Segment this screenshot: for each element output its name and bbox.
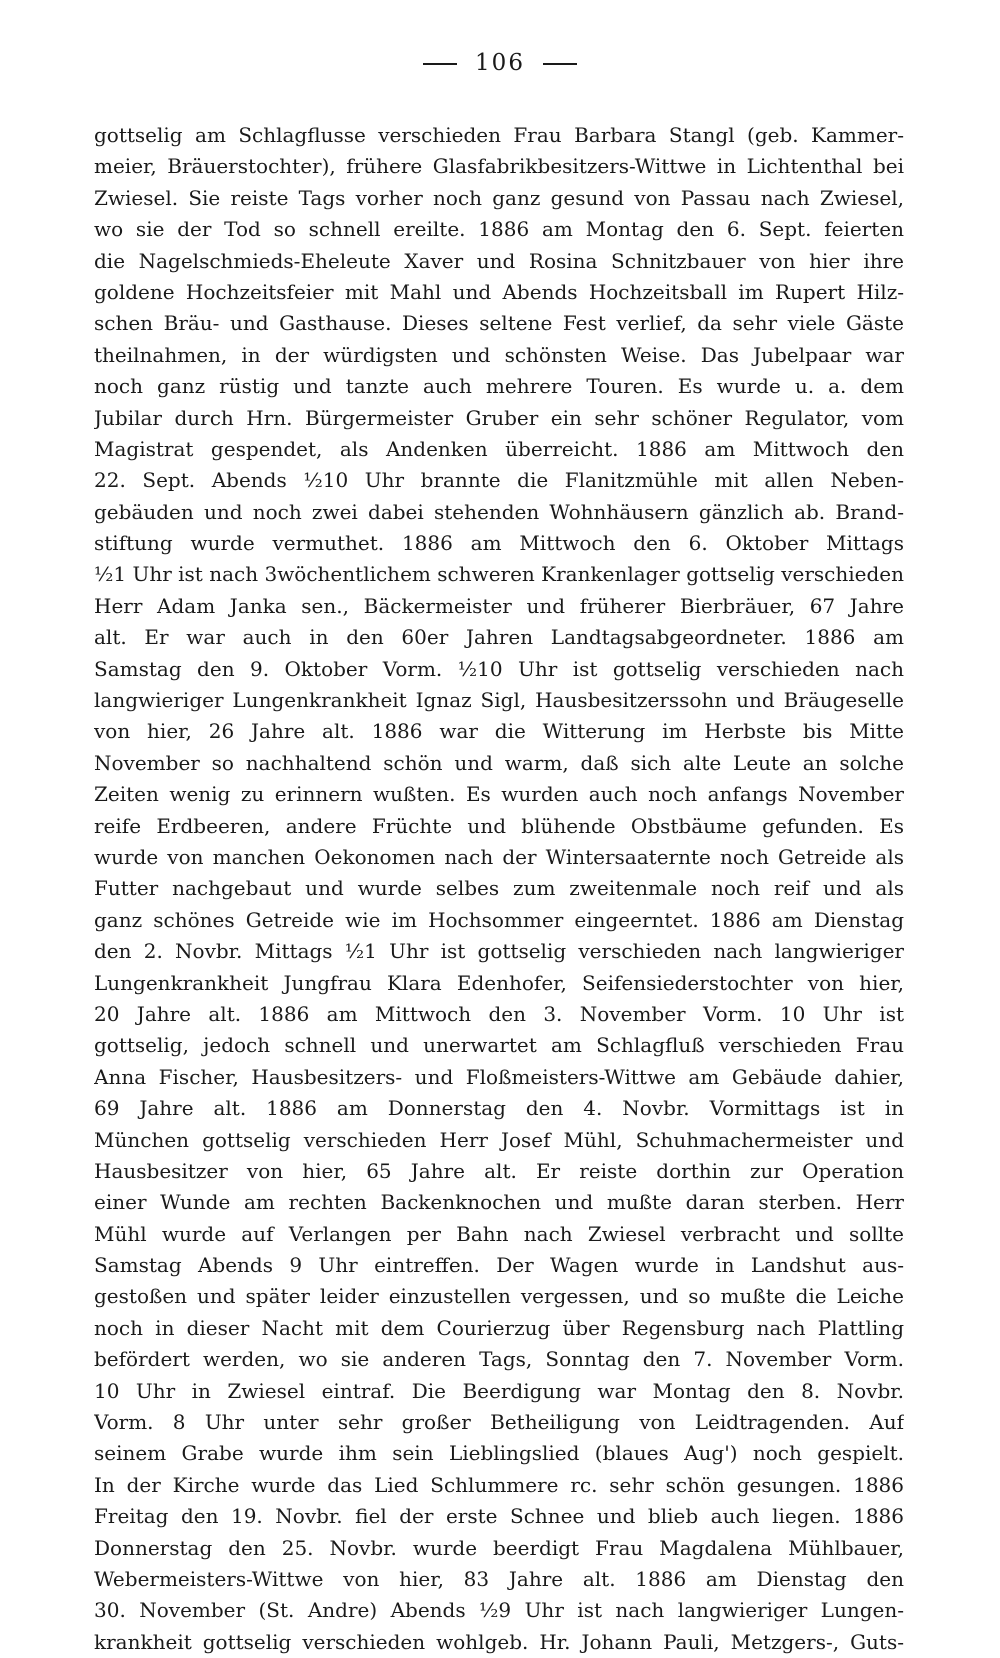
text-line: Futter nachgebaut und wurde selbes zum zweitenmale noch reif und als [94, 876, 904, 901]
text-line: 10 Uhr in Zwiesel eintraf. Die Beerdigung war Montag den 8. Novbr. [94, 1378, 904, 1403]
text-line: alt. Er war auch in den 60er Jahren Landtagsabgeordneter. 1886 am [94, 625, 904, 650]
text-line: Lungenkrankheit Jungfrau Klara Edenhofer, Seifensiederstochter von hier, [94, 970, 904, 995]
text-line: schen Bräu- und Gasthause. Dieses seltene Fest verlief, da sehr viele Gäste [94, 311, 904, 336]
header-dash-left [423, 63, 457, 65]
text-line: seinem Grabe wurde ihm sein Lieblingslied (blaues Aug') noch gespielt. [94, 1441, 904, 1466]
text-line: noch ganz rüstig und tanzte auch mehrere Touren. Es wurde u. a. dem [94, 374, 904, 399]
text-line: wo sie der Tod so schnell ereilte. 1886 am Montag den 6. Sept. feierten [94, 217, 904, 242]
text-line: langwieriger Lungenkrankheit Ignaz Sigl, Hausbesitzerssohn und Bräugeselle [94, 688, 904, 713]
text-line: Magistrat gespendet, als Andenken überreicht. 1886 am Mittwoch den [94, 436, 904, 461]
text-line: Herr Adam Janka sen., Bäckermeister und früherer Bierbräuer, 67 Jahre [94, 593, 904, 618]
text-line: einer Wunde am rechten Backenknochen und mußte daran sterben. Herr [94, 1190, 904, 1215]
text-line: befördert werden, wo sie anderen Tags, Sonntag den 7. November Vorm. [94, 1347, 904, 1372]
text-line: ganz schönes Getreide wie im Hochsommer eingeerntet. 1886 am Dienstag [94, 907, 904, 932]
text-line: Hausbesitzer von hier, 65 Jahre alt. Er reiste dorthin zur Operation [94, 1158, 904, 1183]
text-line: Webermeisters-Wittwe von hier, 83 Jahre alt. 1886 am Dienstag den [94, 1566, 904, 1591]
text-line: Zwiesel. Sie reiste Tags vorher noch ganz gesund von Passau nach Zwiesel, [94, 185, 904, 210]
text-line: Samstag den 9. Oktober Vorm. ½10 Uhr ist gottselig verschieden nach [94, 656, 904, 681]
text-line: stiftung wurde vermuthet. 1886 am Mittwoch den 6. Oktober Mittags [94, 531, 904, 556]
text-line: Vorm. 8 Uhr unter sehr großer Betheiligung von Leidtragenden. Auf [94, 1410, 904, 1435]
text-line: meier, Bräuerstochter), frühere Glasfabrikbesitzers-Wittwe in Lichtenthal bei [94, 154, 904, 179]
text-line: Mühl wurde auf Verlangen per Bahn nach Zwiesel verbracht und sollte [94, 1221, 904, 1246]
text-line: München gottselig verschieden Herr Josef Mühl, Schuhmachermeister und [94, 1127, 904, 1152]
text-line: ½1 Uhr ist nach 3wöchentlichem schweren Krankenlager gottselig verschieden [94, 562, 904, 587]
text-line: goldene Hochzeitsfeier mit Mahl und Abends Hochzeitsball im Rupert Hilz- [94, 279, 904, 304]
text-line: gottselig, jedoch schnell und unerwartet am Schlagfluß verschieden Frau [94, 1033, 904, 1058]
text-line: gottselig am Schlagflusse verschieden Frau Barbara Stangl (geb. Kammer- [94, 123, 904, 147]
text-line: 30. November (St. Andre) Abends ½9 Uhr ist nach langwieriger Lungen- [94, 1598, 904, 1623]
text-line: Anna Fischer, Hausbesitzers- und Floßmeisters-Wittwe am Gebäude dahier, [94, 1064, 904, 1089]
page-header [0, 50, 1000, 76]
text-line: krankheit gottselig verschieden wohlgeb. Hr. Johann Pauli, Metzgers-, Guts- [94, 1629, 904, 1654]
text-line: gebäuden und noch zwei dabei stehenden Wohnhäusern gänzlich ab. Brand- [94, 499, 904, 524]
text-line: wurde von manchen Oekonomen nach der Wintersaaternte noch Getreide als [94, 844, 904, 869]
text-line: Freitag den 19. Novbr. fiel der erste Schnee und blieb auch liegen. 1886 [94, 1504, 904, 1529]
text-line: Zeiten wenig zu erinnern wußten. Es wurden auch noch anfangs November [94, 782, 904, 807]
text-line: noch in dieser Nacht mit dem Courierzug über Regensburg nach Plattling [94, 1315, 904, 1340]
text-line: theilnahmen, in der würdigsten und schönsten Weise. Das Jubelpaar war [94, 342, 904, 367]
text-line: die Nagelschmieds-Eheleute Xaver und Rosina Schnitzbauer von hier ihre [94, 248, 904, 273]
page-number: 106 [475, 50, 525, 76]
header-dash-right [543, 63, 577, 65]
body-text [94, 120, 904, 1658]
text-line: 22. Sept. Abends ½10 Uhr brannte die Flanitzmühle mit allen Neben- [94, 468, 904, 493]
text-line: gestoßen und später leider einzustellen vergessen, und so mußte die Leiche [94, 1284, 904, 1309]
text-line: Samstag Abends 9 Uhr eintreffen. Der Wagen wurde in Landshut aus- [94, 1253, 904, 1278]
text-line: reife Erdbeeren, andere Früchte und blühende Obstbäume gefunden. Es [94, 813, 904, 838]
text-line: 20 Jahre alt. 1886 am Mittwoch den 3. November Vorm. 10 Uhr ist [94, 1001, 904, 1026]
text-line: November so nachhaltend schön und warm, daß sich alte Leute an solche [94, 750, 904, 775]
text-line: Jubilar durch Hrn. Bürgermeister Gruber ein sehr schöner Regulator, vom [94, 405, 904, 430]
text-line: In der Kirche wurde das Lied Schlummere rc. sehr schön gesungen. 1886 [94, 1472, 904, 1497]
text-line: 69 Jahre alt. 1886 am Donnerstag den 4. Novbr. Vormittags ist in [94, 1096, 904, 1121]
text-line: Donnerstag den 25. Novbr. wurde beerdigt Frau Magdalena Mühlbauer, [94, 1535, 904, 1560]
text-line: den 2. Novbr. Mittags ½1 Uhr ist gottselig verschieden nach langwieriger [94, 939, 904, 964]
text-line: von hier, 26 Jahre alt. 1886 war die Witterung im Herbste bis Mitte [94, 719, 904, 744]
